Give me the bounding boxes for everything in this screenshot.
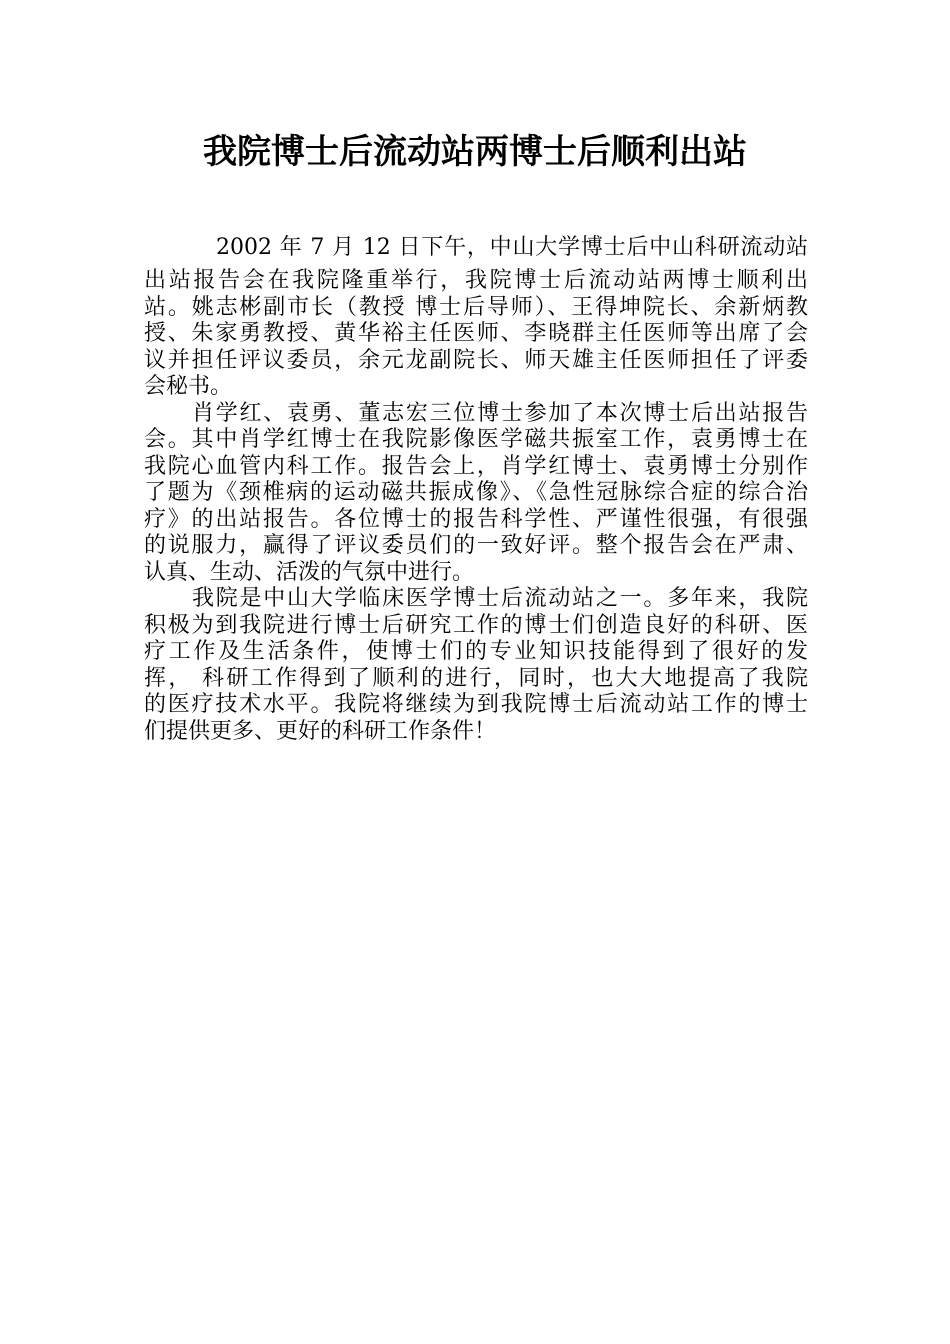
document-body — [144, 232, 808, 745]
paragraph-line: 挥， 科研工作得到了顺利的进行，同时，也大大地提高了我院 — [144, 665, 808, 691]
paragraph-line: 议并担任评议委员，余元龙副院长、师天雄主任医师担任了评委 — [144, 347, 808, 373]
paragraph-line: 我院是中山大学临床医学博士后流动站之一。多年来，我院 — [192, 586, 808, 611]
paragraph-3 — [144, 586, 808, 745]
paragraph-line: 认真、生动、活泼的气氛中进行。 — [144, 559, 475, 585]
paragraph-line: 会秘书。 — [144, 374, 233, 399]
document-title: 我院博士后流动站两博士后顺利出站 — [203, 132, 747, 172]
paragraph-line: 肖学红、袁勇、董志宏三位博士参加了本次博士后出站报告 — [192, 400, 808, 426]
paragraph-line: 积极为到我院进行博士后研究工作的博士们创造良好的科研、医 — [144, 612, 808, 638]
paragraph-line: 2002 年 7 月 12 日下午，中山大学博士后中山科研流动站 — [216, 235, 808, 260]
paragraph-line: 疗工作及生活条件，使博士们的专业知识技能得到了很好的发 — [144, 639, 808, 664]
paragraph-line: 授、朱家勇教授、黄华裕主任医师、李晓群主任医师等出席了会 — [144, 321, 808, 346]
paragraph-line: 的医疗技术水平。我院将继续为到我院博士后流动站工作的博士 — [144, 692, 808, 717]
paragraph-1 — [144, 232, 808, 401]
paragraph-2 — [144, 401, 808, 587]
paragraph-line: 站。姚志彬副市长（教授 博士后导师）、王得坤院长、余新炳教 — [144, 294, 808, 320]
paragraph-line: 我院心血管内科工作。报告会上，肖学红博士、袁勇博士分别作 — [144, 453, 808, 479]
paragraph-line: 会。其中肖学红博士在我院影像医学磁共振室工作，袁勇博士在 — [144, 427, 808, 452]
paragraph-line: 了题为《颈椎病的运动磁共振成像》、《急性冠脉综合症的综合治 — [144, 480, 808, 505]
paragraph-line: 的说服力，赢得了评议委员们的一致好评。整个报告会在严肃、 — [144, 533, 808, 558]
paragraph-line: 出站报告会在我院隆重举行，我院博士后流动站两博士顺利出 — [144, 268, 808, 293]
paragraph-line: 们提供更多、更好的科研工作条件！ — [144, 718, 497, 744]
paragraph-line: 疗》的出站报告。各位博士的报告科学性、严谨性很强，有很强 — [144, 506, 808, 532]
